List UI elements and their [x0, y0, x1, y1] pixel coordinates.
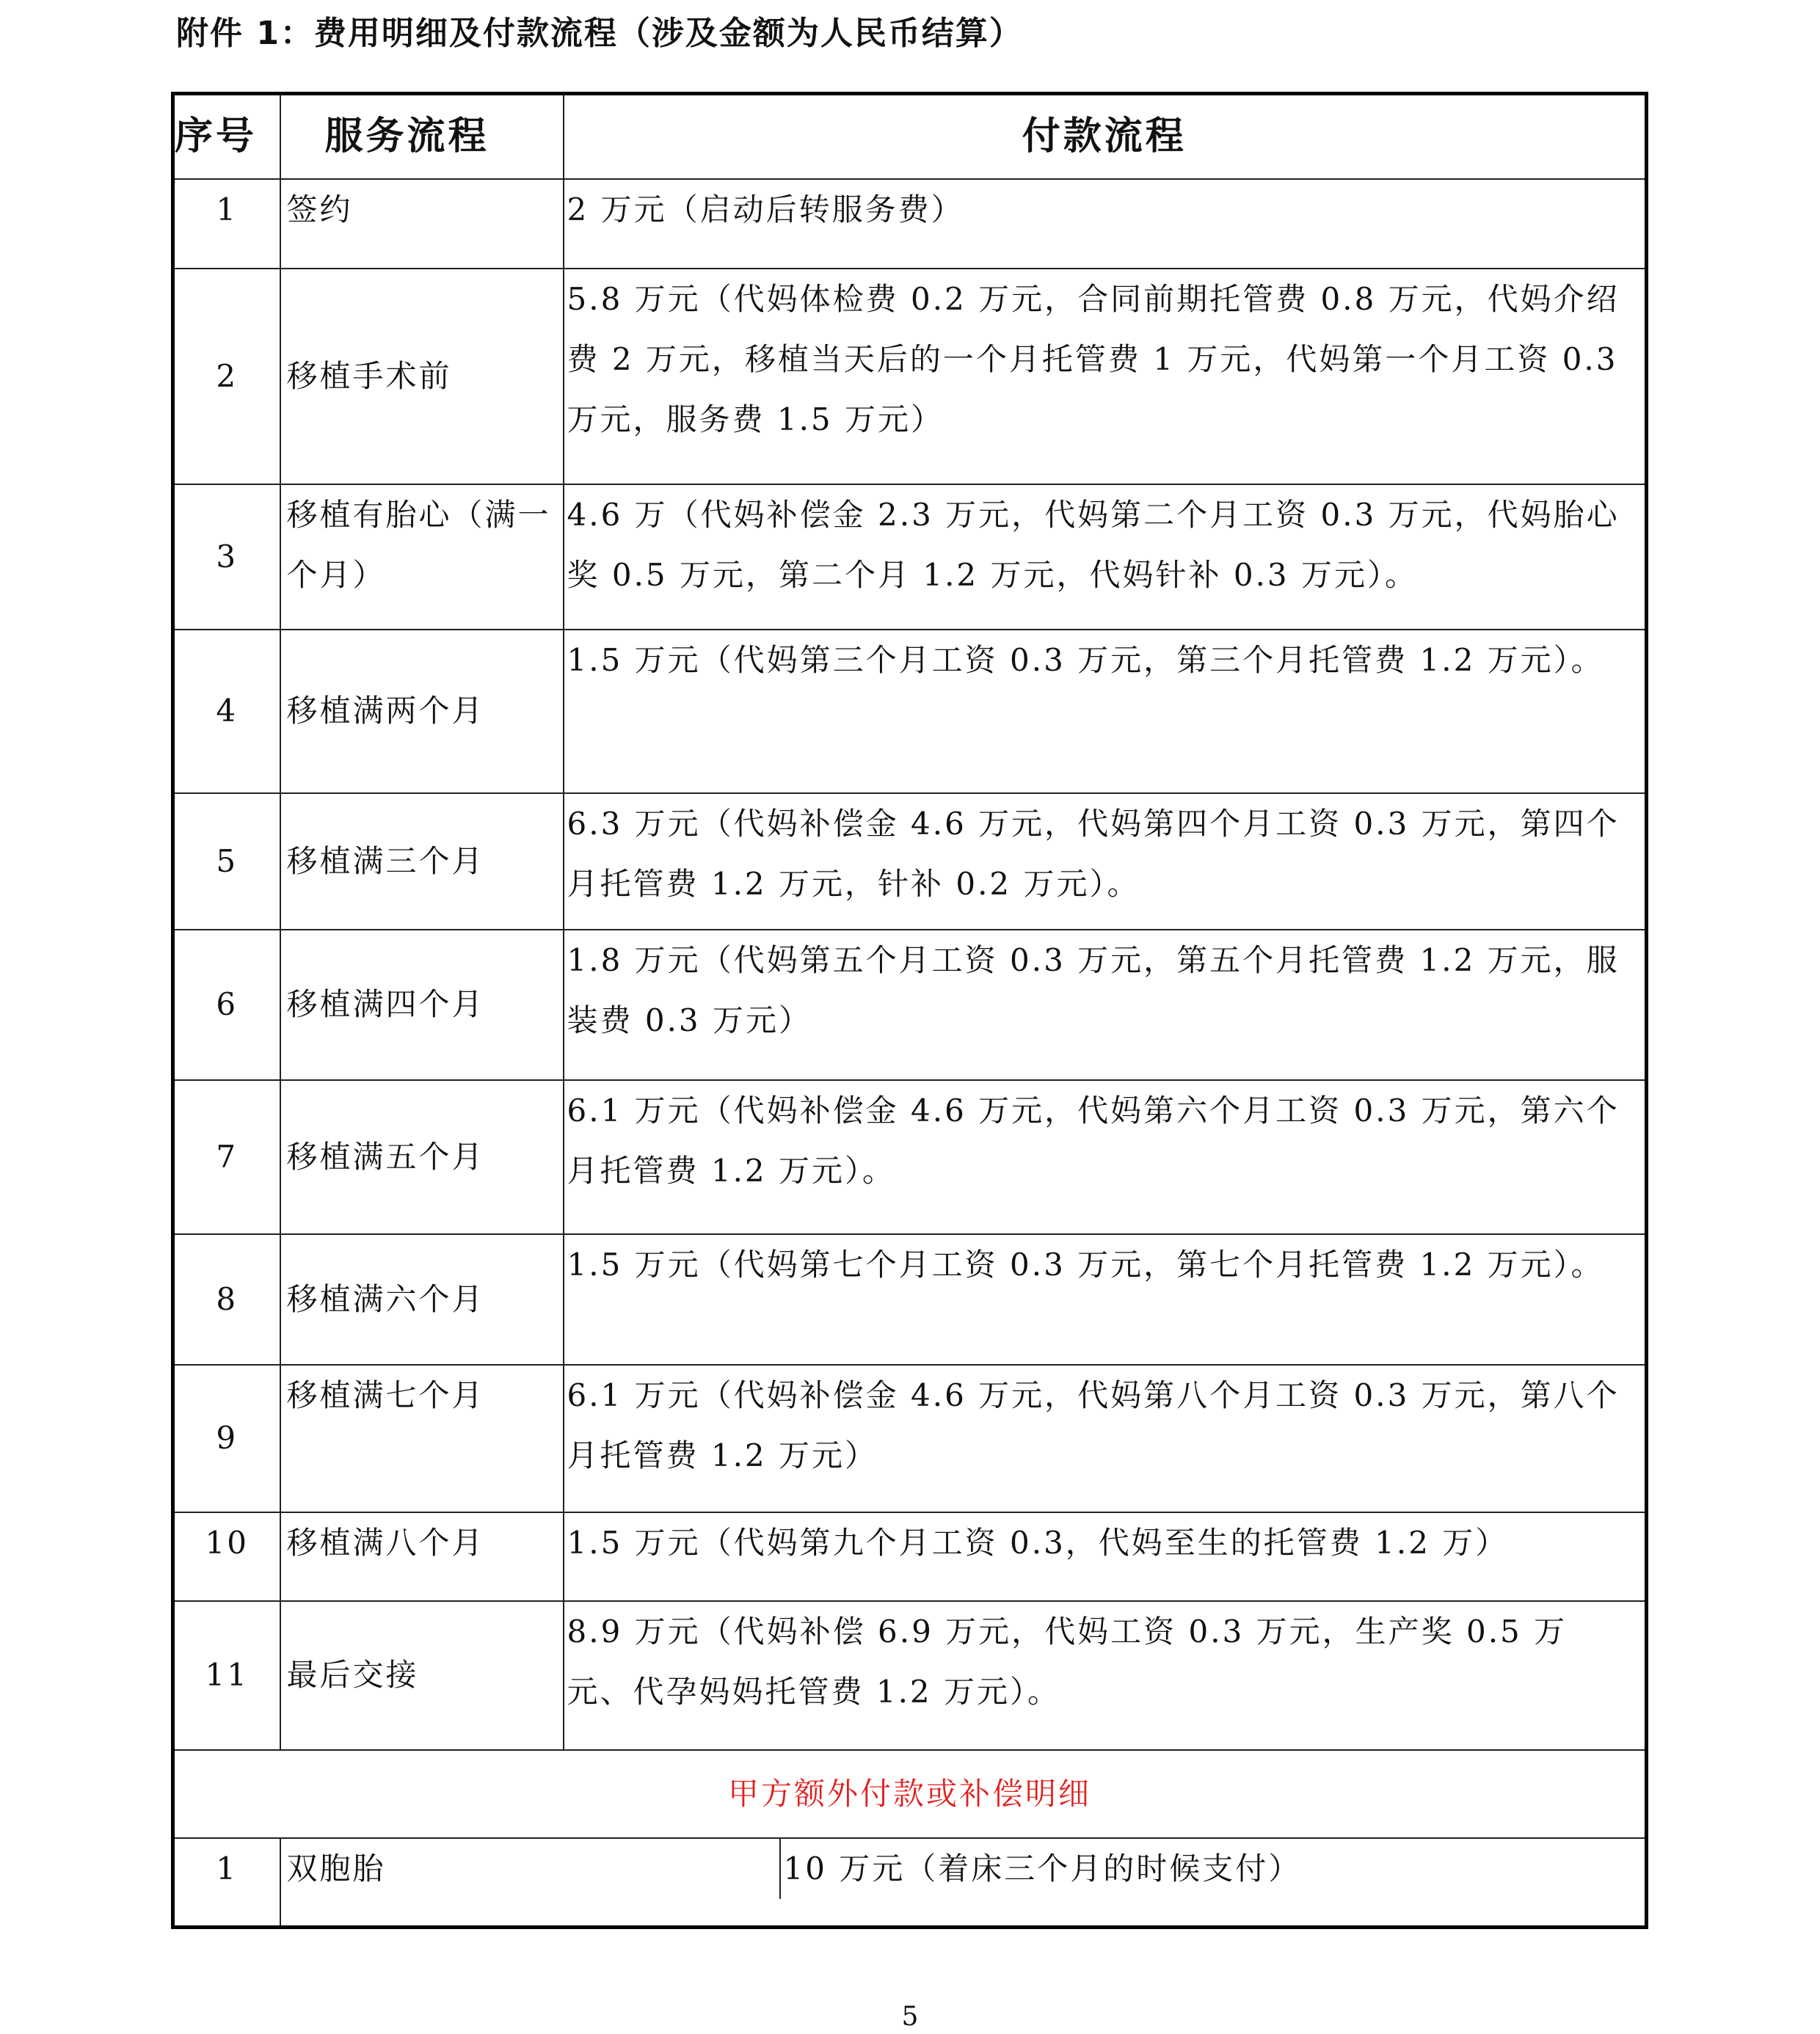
header-payment: 付款流程	[564, 94, 1647, 179]
table-row	[173, 793, 1647, 930]
extra-section-row	[173, 1750, 1647, 1838]
table-row	[173, 1365, 1647, 1512]
row-no: 7	[173, 1080, 280, 1234]
table-row	[173, 1601, 1647, 1750]
row-payment: 1.5 万元（代妈第七个月工资 0.3 万元，第七个月托管费 1.2 万元）。	[564, 1234, 1647, 1365]
table-row	[173, 1080, 1647, 1234]
row-payment: 4.6 万（代妈补偿金 2.3 万元，代妈第二个月工资 0.3 万元，代妈胎心奖 0.5 万元，第二个月 1.2 万元，代妈针补 0.3 万元）。	[564, 484, 1647, 630]
row-payment: 6.1 万元（代妈补偿金 4.6 万元，代妈第八个月工资 0.3 万元，第八个月托管费 1.2 万元）	[564, 1365, 1647, 1512]
extra-table-row	[173, 1838, 1647, 1928]
row-payment: 6.1 万元（代妈补偿金 4.6 万元，代妈第六个月工资 0.3 万元，第六个月托管费 1.2 万元）。	[564, 1080, 1647, 1234]
table-row	[173, 1512, 1647, 1601]
row-no: 1	[173, 179, 280, 269]
document-title: 附件 1：费用明细及付款流程（涉及金额为人民币结算）	[176, 15, 1023, 52]
row-no: 2	[173, 269, 280, 484]
table-row	[173, 269, 1647, 484]
table-row	[173, 1234, 1647, 1365]
row-service: 签约	[280, 179, 564, 269]
table-row	[173, 179, 1647, 269]
row-payment: 1.5 万元（代妈第九个月工资 0.3，代妈至生的托管费 1.2 万）	[564, 1512, 1647, 1601]
row-payment: 6.3 万元（代妈补偿金 4.6 万元，代妈第四个月工资 0.3 万元，第四个月托管费 1.2 万元，针补 0.2 万元）。	[564, 793, 1647, 930]
row-no: 5	[173, 793, 280, 930]
row-service: 移植满五个月	[280, 1080, 564, 1234]
extra-row-cells	[280, 1838, 1647, 1928]
fee-payment-table	[171, 92, 1648, 1929]
row-payment: 1.8 万元（代妈第五个月工资 0.3 万元，第五个月托管费 1.2 万元，服装费 0.3 万元）	[564, 930, 1647, 1080]
row-service: 移植满四个月	[280, 930, 564, 1080]
row-payment: 5.8 万元（代妈体检费 0.2 万元，合同前期托管费 0.8 万元，代妈介绍费 2 万元，移植当天后的一个月托管费 1 万元，代妈第一个月工资 0.3 万元，服务费 1.5 万元）	[564, 269, 1647, 484]
header-no: 序号	[173, 94, 280, 179]
row-service: 移植有胎心（满一个月）	[280, 484, 564, 630]
row-no: 9	[173, 1365, 280, 1512]
row-no: 6	[173, 930, 280, 1080]
page-number: 5	[901, 2002, 919, 2032]
row-payment: 8.9 万元（代妈补偿 6.9 万元，代妈工资 0.3 万元，生产奖 0.5 万元、代孕妈妈托管费 1.2 万元）。	[564, 1601, 1647, 1750]
extra-row-payment: 10 万元（着床三个月的时候支付）	[780, 1839, 1645, 1899]
table-row	[173, 930, 1647, 1080]
row-no: 8	[173, 1234, 280, 1365]
row-no: 4	[173, 630, 280, 793]
row-service: 最后交接	[280, 1601, 564, 1750]
row-service: 移植满七个月	[280, 1365, 564, 1512]
row-payment: 1.5 万元（代妈第三个月工资 0.3 万元，第三个月托管费 1.2 万元）。	[564, 630, 1647, 793]
header-service: 服务流程	[280, 94, 564, 179]
row-service: 移植满三个月	[280, 793, 564, 930]
extra-row-no: 1	[173, 1838, 280, 1928]
row-no: 3	[173, 484, 280, 630]
table-header-row	[173, 94, 1647, 179]
row-no: 11	[173, 1601, 280, 1750]
table-row	[173, 484, 1647, 630]
extra-row-service: 双胞胎	[286, 1850, 386, 1887]
row-service: 移植手术前	[280, 269, 564, 484]
table-row	[173, 630, 1647, 793]
row-service: 移植满六个月	[280, 1234, 564, 1365]
extra-section-heading: 甲方额外付款或补偿明细	[173, 1750, 1647, 1838]
row-no: 10	[173, 1512, 280, 1601]
row-service: 移植满八个月	[280, 1512, 564, 1601]
row-payment: 2 万元（启动后转服务费）	[564, 179, 1647, 269]
row-service: 移植满两个月	[280, 630, 564, 793]
